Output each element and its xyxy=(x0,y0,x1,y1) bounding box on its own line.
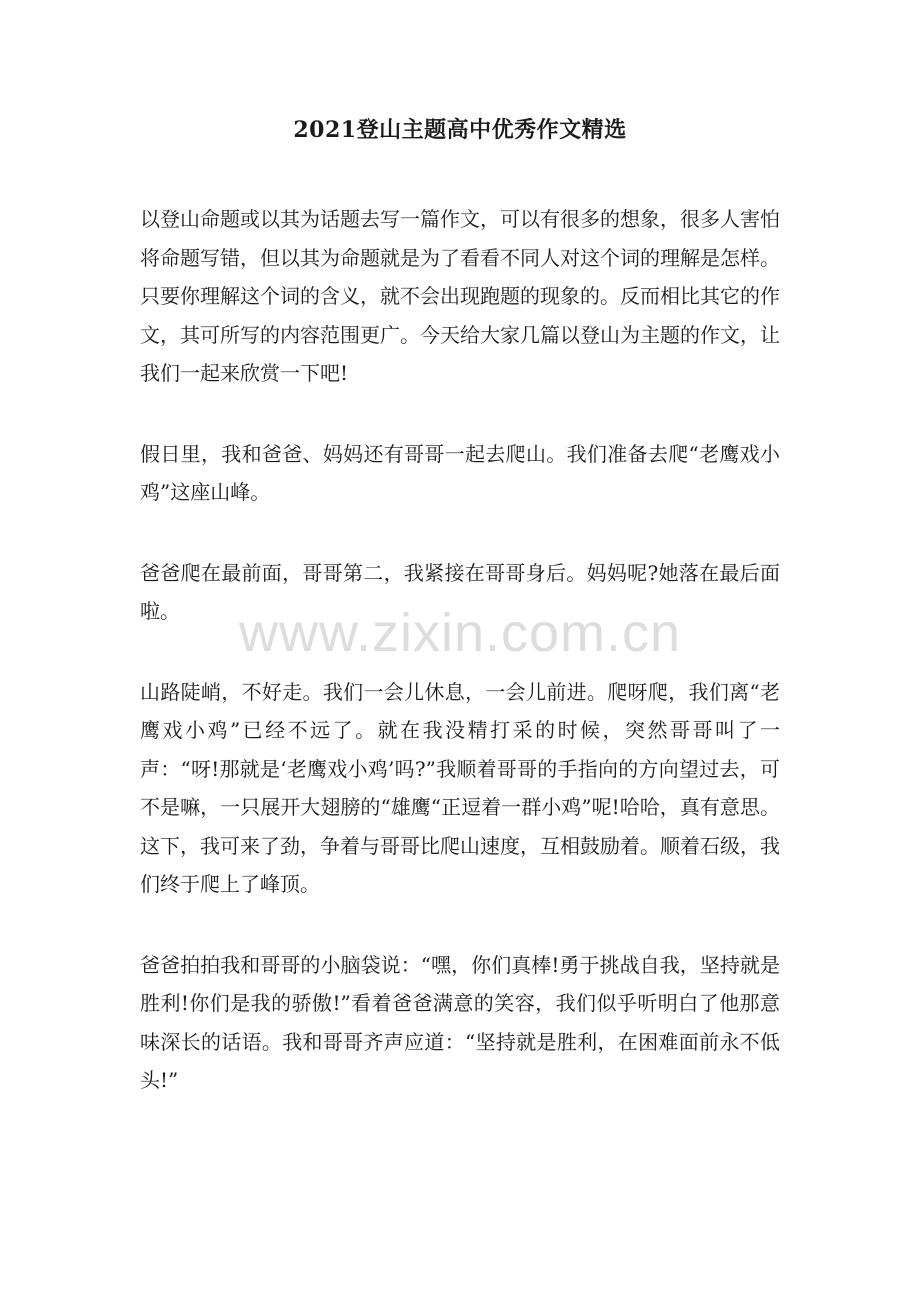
paragraph-climb: 山路陡峭，不好走。我们一会儿休息，一会儿前进。爬呀爬，我们离“老鹰戏小鸡”已经不远了。就在我没精打采的时候，突然哥哥叫了一声：“呀!那就是‘老鹰戏小鸡’吗?”我顺着哥哥的手指向的方向望过去，可不是嘛，一只展开大翅膀的“雄鹰“正逗着一群小鸡”呢!哈哈，真有意思。这下，我可来了劲，争着与哥哥比爬山速度，互相鼓励着。顺着石级，我们终于爬上了峰顶。 xyxy=(140,679,780,896)
watermark-text: www.zixin.com.cn xyxy=(238,603,682,663)
paragraph-summit: 爸爸拍拍我和哥哥的小脑袋说：“嘿，你们真棒!勇于挑战自我，坚持就是胜利!你们是我的骄傲!”看着爸爸满意的笑容，我们似乎听明白了他那意味深长的话语。我和哥哥齐声应道：“坚持就是胜利，在困难面前永不低头!” xyxy=(140,952,780,1092)
paragraph-order: 爸爸爬在最前面，哥哥第二，我紧接在哥哥身后。妈妈呢?她落在最后面啦。 xyxy=(140,560,780,623)
document-body xyxy=(140,200,780,1142)
paragraph-holiday: 假日里，我和爸爸、妈妈还有哥哥一起去爬山。我们准备去爬“老鹰戏小鸡”这座山峰。 xyxy=(140,441,780,504)
document-title: 2021登山主题高中优秀作文精选 xyxy=(293,117,627,143)
paragraph-intro: 以登山命题或以其为话题去写一篇作文，可以有很多的想象，很多人害怕将命题写错，但以其为命题就是为了看看不同人对这个词的理解是怎样。只要你理解这个词的含义，就不会出现跑题的现象的。反而相比其它的作文，其可所写的内容范围更广。今天给大家几篇以登山为主题的作文，让我们一起来欣赏一下吧! xyxy=(140,207,780,385)
